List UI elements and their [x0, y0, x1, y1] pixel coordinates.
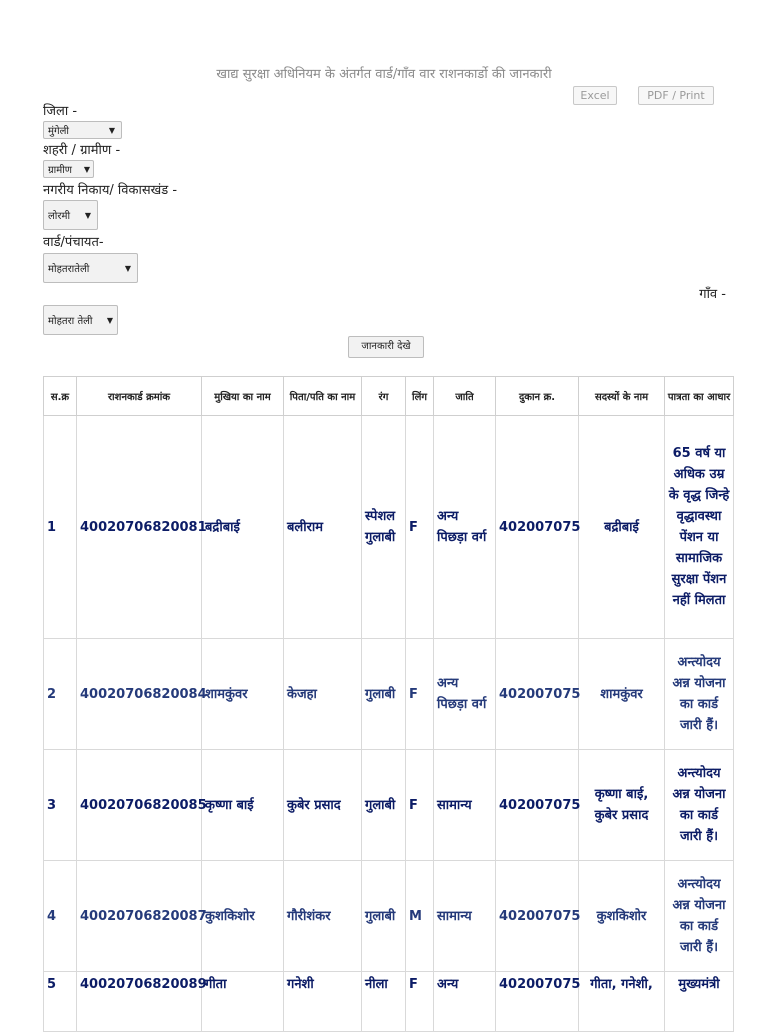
- area-type-select-value: ग्रामीण: [48, 165, 73, 176]
- block-label: नगरीय निकाय/ विकासखंड -: [43, 183, 178, 198]
- col-header-color: रंग: [362, 377, 406, 416]
- cell-gender: F: [406, 972, 434, 1032]
- area-type-select[interactable]: [43, 160, 94, 178]
- cell-basis: मुख्यमंत्री: [665, 972, 734, 1032]
- cell-card-number: 40020706820084: [77, 639, 202, 750]
- table-row: [44, 639, 734, 750]
- cell-members: गीता, गनेशी,: [579, 972, 665, 1032]
- village-select[interactable]: [43, 305, 118, 335]
- cell-shop: 402007075: [496, 861, 579, 972]
- page-title: खाद्य सुरक्षा अधिनियम के अंतर्गत वार्ड/गाँव वार राशनकार्डो की जानकारी: [216, 67, 552, 82]
- chevron-down-icon: ▼: [106, 315, 113, 325]
- area-type-label: शहरी / ग्रामीण -: [43, 143, 121, 158]
- cell-caste: अन्य: [434, 972, 496, 1032]
- col-header-card-number: राशनकार्ड क्रमांक: [77, 377, 202, 416]
- cell-basis: 65 वर्ष या अधिक उम्र के वृद्ध जिन्हे वृद्धावस्था पेंशन या सामाजिक सुरक्षा पेंशन नहीं मिलता: [665, 416, 734, 639]
- cell-head-name: शामकुंवर: [202, 639, 284, 750]
- cell-sno: 3: [44, 750, 77, 861]
- cell-caste: अन्य पिछड़ा वर्ग: [434, 639, 496, 750]
- table-row: [44, 861, 734, 972]
- district-select-value: मुंगेली: [48, 126, 69, 137]
- cell-basis: अन्त्योदय अन्न योजना का कार्ड जारी हैं।: [665, 861, 734, 972]
- cell-caste: सामान्य: [434, 750, 496, 861]
- cell-basis: अन्त्योदय अन्न योजना का कार्ड जारी हैं।: [665, 639, 734, 750]
- block-select-value: लोरमी: [48, 211, 71, 222]
- cell-gender: F: [406, 416, 434, 639]
- table-header-row: [44, 377, 734, 416]
- chevron-down-icon: ▼: [84, 210, 91, 220]
- village-label: गाँव -: [699, 287, 726, 302]
- cell-color: गुलाबी: [362, 639, 406, 750]
- cell-card-number: 40020706820085: [77, 750, 202, 861]
- cell-gender: F: [406, 750, 434, 861]
- cell-father-name: गनेशी: [284, 972, 362, 1032]
- col-header-father-name: पिता/पति का नाम: [284, 377, 362, 416]
- cell-head-name: बद्रीबाई: [202, 416, 284, 639]
- block-select[interactable]: [43, 200, 98, 230]
- cell-members: शामकुंवर: [579, 639, 665, 750]
- cell-card-number: 40020706820087: [77, 861, 202, 972]
- cell-color: स्पेशल गुलाबी: [362, 416, 406, 639]
- cell-gender: F: [406, 639, 434, 750]
- cell-color: गुलाबी: [362, 750, 406, 861]
- ward-select-value: मोहतरातेली: [48, 264, 90, 275]
- col-header-shop: दुकान क्र.: [496, 377, 579, 416]
- cell-sno: 1: [44, 416, 77, 639]
- cell-caste: सामान्य: [434, 861, 496, 972]
- cell-shop: 402007075: [496, 972, 579, 1032]
- village-select-value: मोहतरा तेली: [48, 316, 93, 327]
- cell-father-name: गौरीशंकर: [284, 861, 362, 972]
- cell-sno: 2: [44, 639, 77, 750]
- col-header-head-name: मुखिया का नाम: [202, 377, 284, 416]
- col-header-basis: पात्रता का आधार: [665, 377, 734, 416]
- cell-father-name: केजहा: [284, 639, 362, 750]
- col-header-sno: स.क्र: [44, 377, 77, 416]
- ration-card-table: [43, 376, 734, 1032]
- cell-head-name: कुशकिशोर: [202, 861, 284, 972]
- cell-shop: 402007075: [496, 750, 579, 861]
- cell-color: नीला: [362, 972, 406, 1032]
- district-label: जिला -: [43, 104, 78, 119]
- cell-members: कुशकिशोर: [579, 861, 665, 972]
- ward-label: वार्ड/पंचायत-: [43, 235, 104, 250]
- cell-caste: अन्य पिछड़ा वर्ग: [434, 416, 496, 639]
- table-row: [44, 416, 734, 639]
- col-header-caste: जाति: [434, 377, 496, 416]
- col-header-members: सदस्यों के नाम: [579, 377, 665, 416]
- view-info-button[interactable]: जानकारी देखे: [348, 336, 424, 358]
- cell-sno: 5: [44, 972, 77, 1032]
- chevron-down-icon: ▼: [108, 125, 115, 135]
- cell-members: कृष्णा बाई, कुबेर प्रसाद: [579, 750, 665, 861]
- cell-head-name: गीता: [202, 972, 284, 1032]
- pdf-print-button[interactable]: PDF / Print: [638, 86, 714, 105]
- col-header-gender: लिंग: [406, 377, 434, 416]
- cell-sno: 4: [44, 861, 77, 972]
- cell-card-number: 40020706820081: [77, 416, 202, 639]
- cell-shop: 402007075: [496, 639, 579, 750]
- cell-father-name: कुबेर प्रसाद: [284, 750, 362, 861]
- cell-basis: अन्त्योदय अन्न योजना का कार्ड जारी हैं।: [665, 750, 734, 861]
- cell-color: गुलाबी: [362, 861, 406, 972]
- cell-shop: 402007075: [496, 416, 579, 639]
- cell-head-name: कृष्णा बाई: [202, 750, 284, 861]
- chevron-down-icon: ▼: [83, 164, 90, 174]
- table-row: [44, 750, 734, 861]
- chevron-down-icon: ▼: [124, 263, 131, 273]
- excel-export-button[interactable]: Excel: [573, 86, 617, 105]
- cell-gender: M: [406, 861, 434, 972]
- ward-select[interactable]: [43, 253, 138, 283]
- table-row: [44, 972, 734, 1032]
- cell-members: बद्रीबाई: [579, 416, 665, 639]
- cell-card-number: 40020706820089: [77, 972, 202, 1032]
- district-select[interactable]: [43, 121, 122, 139]
- cell-father-name: बलीराम: [284, 416, 362, 639]
